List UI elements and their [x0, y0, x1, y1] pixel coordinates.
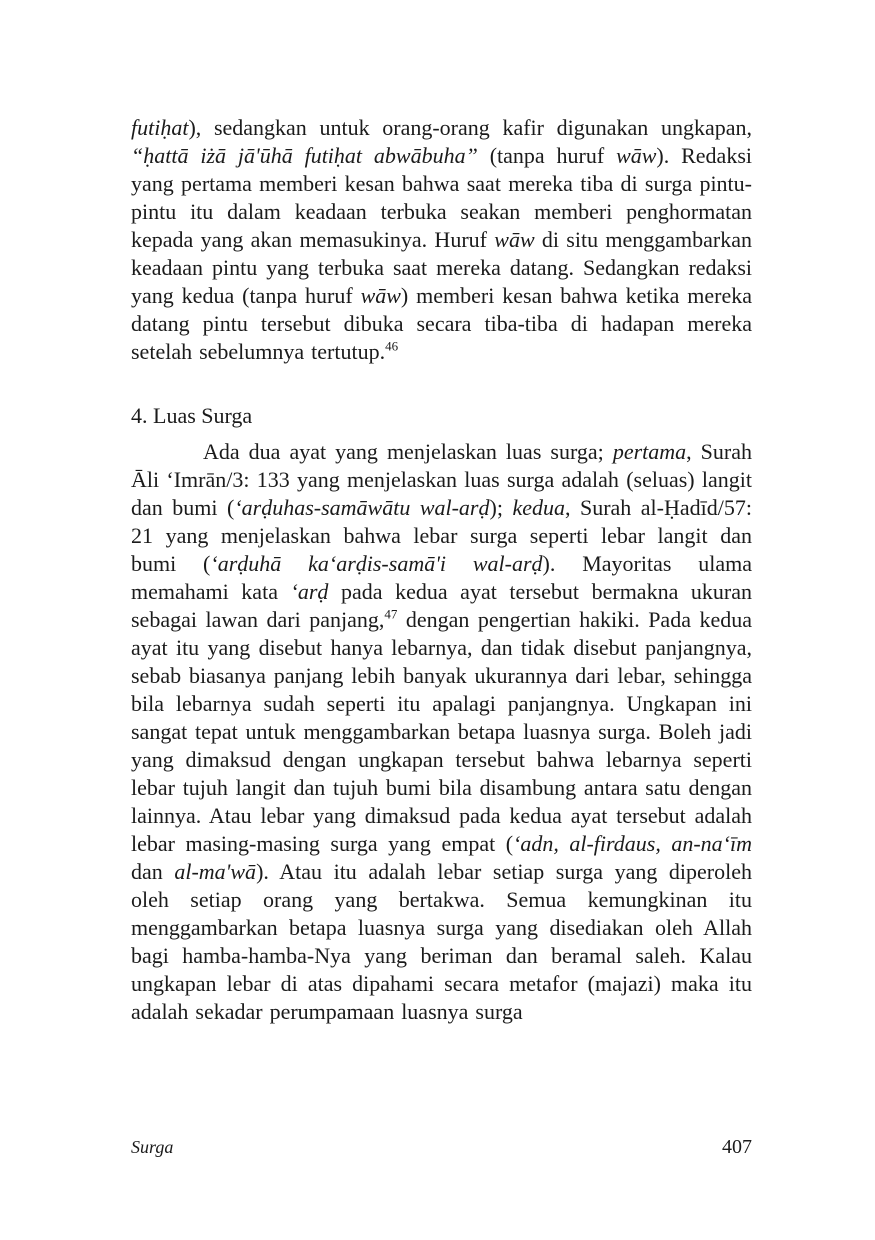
page-number: 407 — [722, 1136, 752, 1158]
paragraph-luas-surga: Ada dua ayat yang menjelaskan luas surga; pertama, Surah Āli ‘Imrān/3: 133 yang menjelaskan luas surga adalah (seluas) langit dan bumi (‘arḍuhas-samāwātu wal-arḍ); kedua, Surah al-Ḥadīd/57: 21 yang menjelaskan bahwa lebar surga seperti lebar langit dan bumi (‘arḍuhā ka‘arḍis-samā'i wal-arḍ). Mayoritas ulama memahami kata ‘arḍ pada kedua ayat tersebut bermakna ukuran sebagai lawan dari panjang,$^{47}$ dengan pengertian hakiki. Pada kedua ayat itu yang disebut hanya lebarnya, dan tidak disebut panjangnya, sebab biasanya panjang lebih banyak ukurannya dari lebar, sehingga bila lebarnya sudah seperti itu apalagi panjangnya. Ungkapan ini sangat tepat untuk menggambarkan betapa luasnya surga. Boleh jadi yang dimaksud dengan ungkapan tersebut bahwa lebarnya seperti lebar tujuh langit dan tujuh bumi bila disambung antara satu dengan lainnya. Atau lebar yang dimaksud pada kedua ayat tersebut adalah lebar masing-masing surga yang empat (‘adn, al-firdaus, an-na‘īm dan al-ma'wā). Atau itu adalah lebar setiap surga yang diperoleh oleh setiap orang yang bertakwa. Semua kemungkinan itu menggambarkan betapa luasnya surga yang disediakan oleh Allah bagi hamba-hamba-Nya yang beriman dan beramal saleh. Kalau ungkapan lebar di atas dipahami secara metafor (majazi) maka itu adalah sekadar perumpamaan luasnya surga — [131, 439, 753, 1024]
page-body — [131, 114, 752, 1026]
paragraph-continuation: futiḥat), sedangkan untuk orang-orang kafir digunakan ungkapan, “ḥattā iżā jā'ūhā futiḥat abwābuha” (tanpa huruf wāw). Redaksi yang pertama memberi kesan bahwa saat mereka tiba di surga pintu-pintu itu dalam keadaan terbuka seakan memberi penghormatan kepada yang akan memasukinya. Huruf wāw di situ menggambarkan keadaan pintu yang terbuka saat mereka datang. Sedangkan redaksi yang kedua (tanpa huruf wāw) memberi kesan bahwa ketika mereka datang pintu tersebut dibuka secara tiba-tiba di hadapan mereka setelah sebelumnya tertutup.$^{46}$ — [131, 115, 752, 364]
running-title: Surga — [131, 1137, 174, 1157]
page-footer — [131, 1136, 752, 1159]
section-heading: 4. Luas Surga — [131, 403, 253, 428]
